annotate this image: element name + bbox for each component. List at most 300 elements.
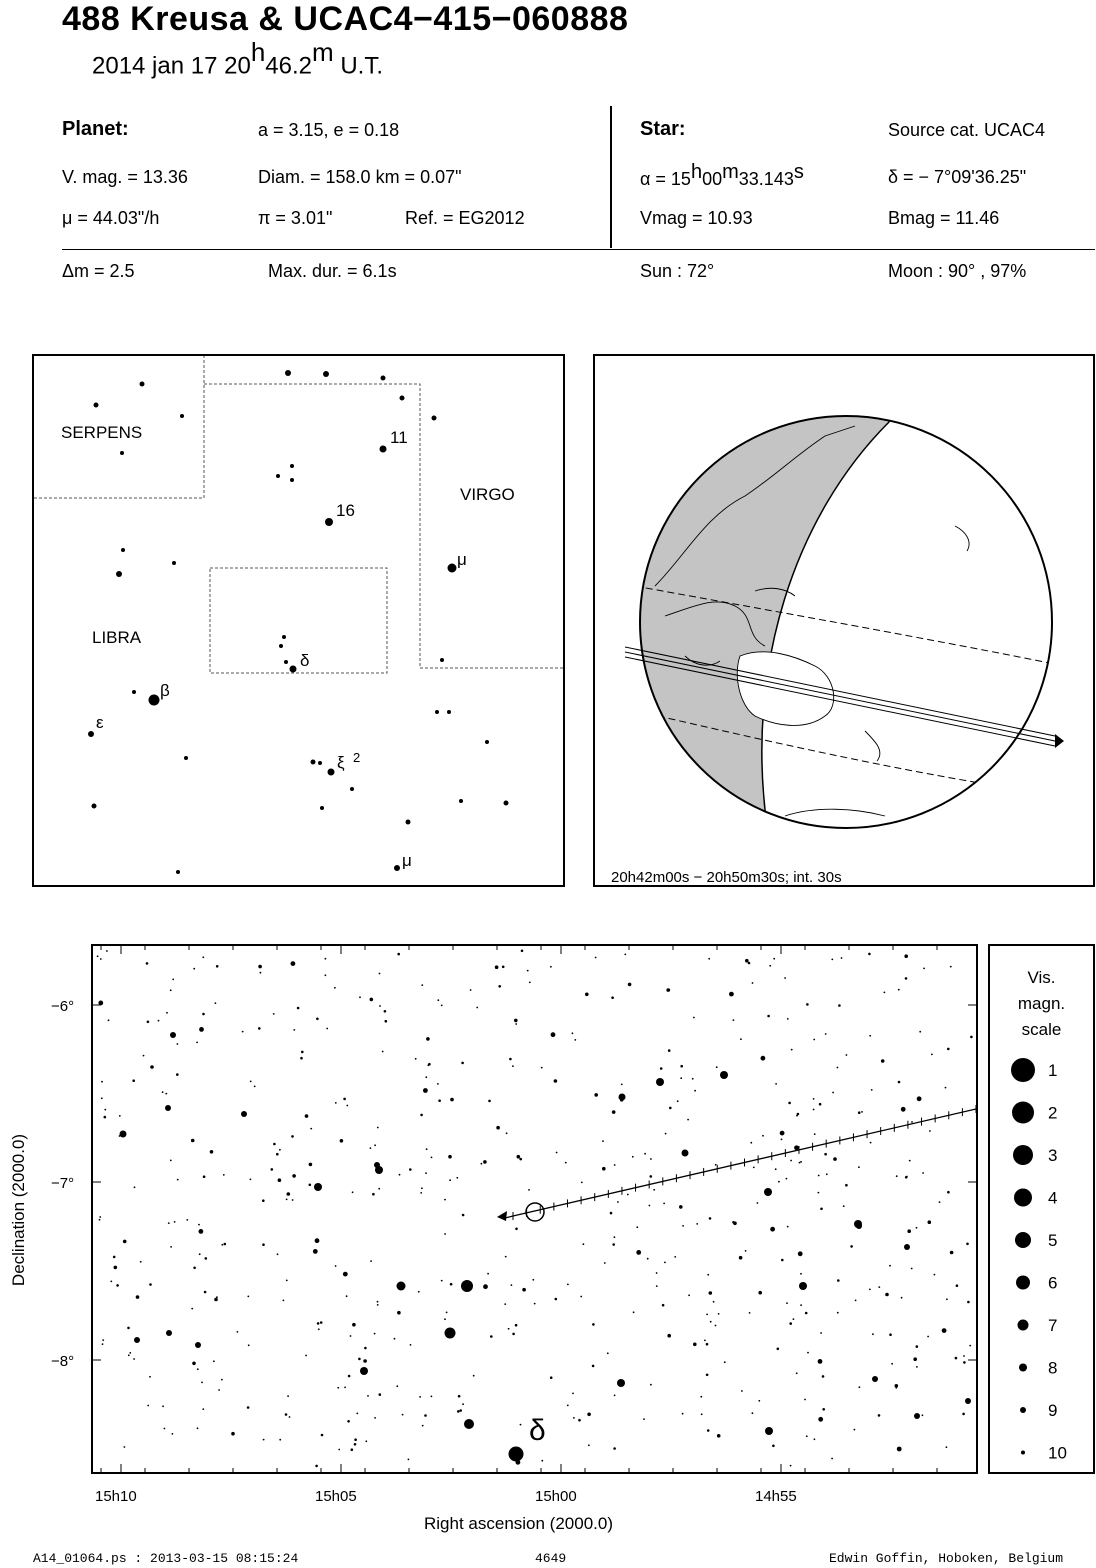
- field-star: [916, 1366, 918, 1368]
- info-divider: [610, 106, 612, 248]
- legend-dot-mag-1: [1011, 1058, 1035, 1082]
- field-star: [170, 989, 172, 991]
- field-star: [636, 1250, 641, 1255]
- legend-dot-mag-8: [1019, 1364, 1027, 1372]
- field-star: [374, 1144, 376, 1146]
- legend-svg: [990, 946, 1093, 1472]
- field-star: [348, 1375, 351, 1378]
- field-star: [444, 1199, 446, 1201]
- finder-star: [406, 820, 411, 825]
- finder-star: [184, 756, 188, 760]
- field-star: [377, 1301, 379, 1303]
- field-star: [461, 1062, 464, 1065]
- field-star: [818, 1359, 823, 1364]
- field-star: [446, 1312, 448, 1314]
- field-star: [632, 1156, 634, 1158]
- finder-chart-svg: [34, 356, 563, 885]
- field-star: [947, 1048, 950, 1051]
- finder-chart: [32, 354, 565, 887]
- legend-label-mag-2: 2: [1048, 1103, 1058, 1123]
- field-star: [396, 1385, 398, 1387]
- planet-vmag: V. mag. = 13.36: [62, 167, 188, 187]
- field-star: [318, 1328, 320, 1330]
- field-star: [520, 1424, 522, 1426]
- field-star: [602, 1140, 604, 1142]
- x-tick-15h05: 15h05: [315, 1488, 357, 1505]
- field-star: [858, 1111, 861, 1114]
- field-star: [476, 1007, 478, 1009]
- field-star: [99, 1216, 101, 1218]
- field-star: [707, 1429, 710, 1432]
- field-star: [346, 1105, 348, 1107]
- field-star: [215, 1002, 217, 1004]
- legend-dot-mag-3: [1013, 1145, 1033, 1165]
- field-star: [358, 1358, 361, 1361]
- field-star: [850, 1245, 853, 1248]
- field-star: [221, 1379, 223, 1381]
- field-star: [421, 984, 423, 986]
- field-star: [114, 1266, 118, 1270]
- constellation-libra: LIBRA: [92, 628, 142, 647]
- field-star: [101, 1081, 103, 1083]
- field-star: [377, 1304, 379, 1306]
- finder-star: [180, 414, 184, 418]
- field-star: [457, 1410, 460, 1413]
- field-star: [962, 1413, 965, 1416]
- field-star: [939, 1201, 941, 1203]
- star-label-delta: δ: [300, 651, 310, 670]
- field-star: [909, 1160, 911, 1162]
- field-star: [384, 1010, 387, 1013]
- field-star: [242, 1031, 244, 1033]
- field-star: [871, 1089, 873, 1091]
- event-datetime: [92, 37, 384, 80]
- field-star: [216, 965, 219, 968]
- field-star: [250, 1179, 252, 1181]
- field-star: [718, 1313, 720, 1315]
- field-star: [891, 1363, 893, 1365]
- field-star: [487, 1273, 489, 1275]
- legend-title-scale: scale: [1021, 1020, 1062, 1039]
- field-star: [806, 1435, 808, 1437]
- field-star: [397, 953, 400, 956]
- field-star: [624, 954, 626, 956]
- field-star: [409, 1168, 412, 1171]
- planet-motion: μ = 44.03"/h: [62, 208, 160, 228]
- finder-star: [323, 371, 329, 377]
- bright-star: [618, 1380, 624, 1386]
- field-star: [709, 1217, 712, 1220]
- field-star: [110, 1281, 112, 1283]
- footer-file: A14_01064.ps : 2013-03-15 08:15:24: [33, 1551, 299, 1566]
- field-star: [519, 1158, 522, 1161]
- field-star: [729, 992, 734, 997]
- legend-label-mag-1: 1: [1048, 1061, 1058, 1080]
- field-star: [423, 1088, 428, 1093]
- field-star: [286, 1199, 288, 1201]
- virgo-boundary: [204, 384, 563, 668]
- field-star: [567, 1405, 569, 1407]
- field-star: [99, 1219, 101, 1221]
- field-star: [679, 1205, 683, 1209]
- field-star: [818, 1175, 820, 1177]
- field-star: [119, 1115, 121, 1117]
- field-star: [202, 956, 204, 958]
- field-star: [305, 1355, 307, 1357]
- field-star: [947, 1191, 950, 1194]
- field-star: [444, 1233, 446, 1235]
- finder-star: [285, 370, 291, 376]
- field-star: [317, 1322, 320, 1325]
- field-star: [813, 1109, 815, 1111]
- field-star: [644, 1153, 646, 1155]
- field-star: [201, 1382, 203, 1384]
- field-star: [574, 1039, 576, 1041]
- field-star: [621, 1084, 623, 1086]
- field-star: [124, 1446, 126, 1448]
- footer-author: Edwin Goffin, Hoboken, Belgium: [829, 1551, 1064, 1566]
- field-star: [196, 1042, 198, 1044]
- field-star: [885, 1293, 889, 1297]
- field-star: [859, 1386, 861, 1388]
- field-star: [663, 1203, 665, 1205]
- finder-star: [448, 564, 457, 573]
- finder-star: [172, 561, 176, 565]
- field-star: [147, 1405, 149, 1407]
- field-star: [555, 1298, 558, 1301]
- field-star: [762, 1135, 764, 1137]
- field-star: [588, 1444, 590, 1446]
- finder-star: [435, 710, 439, 714]
- field-star: [379, 973, 381, 975]
- globe-svg: [595, 356, 1093, 885]
- field-star: [650, 1175, 653, 1178]
- field-star: [394, 1338, 396, 1340]
- field-star: [260, 972, 262, 974]
- legend-dot-mag-6: [1016, 1276, 1030, 1290]
- field-star: [761, 1056, 766, 1061]
- finder-star: [381, 376, 386, 381]
- asteroid-path-arrow: [497, 1211, 507, 1221]
- field-star: [617, 1201, 619, 1203]
- field-star: [483, 1160, 487, 1164]
- field-star: [664, 1262, 666, 1264]
- finder-star: [311, 760, 316, 765]
- field-star: [696, 1223, 698, 1225]
- field-star: [231, 1432, 235, 1436]
- magnitude-drop: Δm = 2.5: [62, 261, 135, 281]
- field-star: [784, 977, 786, 979]
- field-star: [931, 1054, 933, 1056]
- field-star: [470, 989, 472, 991]
- field-star: [611, 996, 614, 999]
- field-star: [518, 1461, 520, 1463]
- field-star: [128, 1354, 130, 1356]
- field-star: [818, 1417, 823, 1422]
- field-star: [942, 1328, 947, 1333]
- finder-star: [140, 382, 145, 387]
- field-star: [276, 1153, 279, 1156]
- finder-star: [116, 571, 122, 577]
- field-star: [694, 1090, 696, 1092]
- field-star: [669, 1107, 672, 1110]
- field-star: [786, 1302, 788, 1304]
- field-star: [285, 1413, 288, 1416]
- field-star: [517, 1155, 521, 1159]
- finder-star: [88, 731, 94, 737]
- star-label-16: 16: [336, 501, 355, 520]
- legend-label-mag-10: 10: [1048, 1443, 1067, 1463]
- field-star: [204, 1291, 207, 1294]
- field-star: [354, 1443, 357, 1446]
- field-star: [594, 1093, 598, 1097]
- field-star: [370, 998, 374, 1002]
- field-star: [177, 1179, 179, 1181]
- legend-label-mag-6: 6: [1048, 1273, 1058, 1293]
- field-star: [896, 1175, 898, 1177]
- field-star: [704, 1340, 706, 1342]
- field-star: [498, 985, 501, 988]
- field-star: [370, 1147, 372, 1149]
- field-star: [172, 1433, 174, 1435]
- bright-star: [856, 1223, 862, 1229]
- star-right-ascension: [640, 161, 804, 190]
- field-star: [946, 1298, 948, 1300]
- field-star: [448, 1155, 452, 1159]
- field-star: [680, 1065, 683, 1068]
- finder-star: [92, 804, 97, 809]
- field-star: [279, 1149, 281, 1151]
- ra-minute-unit: m: [722, 161, 739, 183]
- bright-star: [914, 1413, 920, 1419]
- field-star: [320, 1321, 323, 1324]
- field-star: [441, 1280, 443, 1282]
- field-star: [581, 1182, 583, 1184]
- field-star: [512, 1333, 515, 1336]
- finder-star: [504, 801, 509, 806]
- field-star: [872, 1333, 874, 1335]
- field-star: [488, 1100, 491, 1103]
- bright-star: [682, 1150, 689, 1157]
- field-star: [372, 1193, 375, 1196]
- field-star: [382, 1051, 384, 1053]
- field-star: [780, 1131, 785, 1136]
- field-star: [106, 950, 108, 952]
- planet-label: Planet:: [62, 118, 129, 140]
- field-star: [101, 1097, 103, 1099]
- field-star: [335, 1102, 337, 1104]
- bright-star: [464, 1419, 474, 1429]
- finder-star: [440, 658, 444, 662]
- field-star: [837, 1279, 840, 1282]
- field-star: [198, 1224, 200, 1226]
- field-star: [310, 1128, 312, 1130]
- field-star: [271, 1168, 274, 1171]
- hour-unit: h: [250, 37, 266, 67]
- field-star: [292, 1199, 294, 1201]
- ut-label: U.T.: [333, 52, 384, 80]
- field-star: [583, 1243, 585, 1245]
- field-star: [289, 1416, 291, 1418]
- field-star: [832, 1092, 834, 1094]
- field-star: [431, 1396, 433, 1398]
- field-star: [602, 1167, 606, 1171]
- field-star: [788, 1102, 791, 1105]
- ra-minutes: 00: [702, 169, 723, 189]
- legend-title-magn: magn.: [1017, 994, 1066, 1013]
- field-star: [578, 1419, 581, 1422]
- field-star: [199, 1229, 204, 1234]
- field-star: [326, 1028, 328, 1030]
- field-star: [607, 1352, 609, 1354]
- field-star: [431, 1157, 433, 1159]
- star-label: Star:: [640, 118, 686, 140]
- main-star-chart: [91, 944, 978, 1474]
- field-star: [770, 1227, 775, 1232]
- star-label-xi: ξ: [337, 753, 345, 772]
- field-star: [650, 1384, 652, 1386]
- field-star: [846, 1054, 848, 1056]
- field-star: [916, 1345, 919, 1348]
- bright-star: [195, 1342, 201, 1348]
- bright-star: [170, 1032, 176, 1038]
- star-vmag: Vmag = 10.93: [640, 208, 753, 228]
- field-star: [426, 1148, 428, 1150]
- field-star: [343, 1098, 346, 1101]
- field-star: [913, 1357, 917, 1361]
- field-star: [419, 1396, 421, 1398]
- field-star: [397, 1311, 401, 1315]
- minute-value: 46.2: [265, 52, 312, 80]
- field-star: [335, 1265, 337, 1267]
- field-star: [769, 965, 771, 967]
- field-star: [715, 1164, 717, 1166]
- field-star: [969, 1345, 971, 1347]
- field-star: [334, 987, 336, 989]
- field-star: [532, 1279, 534, 1281]
- bright-star: [619, 1094, 626, 1101]
- field-star: [701, 1413, 703, 1415]
- legend-label-mag-7: 7: [1048, 1316, 1058, 1335]
- field-star: [889, 1265, 891, 1267]
- moon-info: Moon : 90° , 97%: [888, 261, 1027, 281]
- field-star: [462, 1214, 465, 1217]
- field-star: [218, 1389, 220, 1391]
- field-star: [895, 1387, 897, 1389]
- field-star: [273, 1143, 276, 1146]
- field-star: [509, 1058, 512, 1061]
- field-star: [504, 1303, 506, 1305]
- field-star: [753, 1167, 755, 1169]
- field-star: [733, 1019, 735, 1021]
- legend-dot-mag-10: [1021, 1451, 1025, 1455]
- field-star: [838, 1004, 841, 1007]
- field-star: [682, 1413, 684, 1415]
- field-star: [724, 1361, 726, 1363]
- sun-elongation: Sun : 72°: [640, 261, 715, 281]
- finder-star: [394, 865, 400, 871]
- field-star: [922, 1172, 924, 1174]
- field-star: [854, 1429, 856, 1431]
- field-star: [822, 1375, 825, 1378]
- field-star: [554, 1079, 558, 1083]
- field-star: [458, 1395, 461, 1398]
- field-star: [402, 1414, 404, 1416]
- field-star: [556, 1152, 558, 1154]
- field-star: [693, 1343, 697, 1347]
- field-star: [778, 1181, 780, 1183]
- field-star: [767, 1015, 770, 1018]
- field-star: [907, 1229, 911, 1233]
- bright-star: [165, 1105, 171, 1111]
- field-star: [709, 1291, 713, 1295]
- field-star: [550, 966, 552, 968]
- field-star: [287, 1395, 289, 1397]
- field-star: [706, 1314, 708, 1316]
- field-star: [508, 1328, 510, 1330]
- footer-number: 4649: [535, 1551, 567, 1566]
- legend-dot-mag-9: [1020, 1407, 1026, 1413]
- field-star: [790, 1465, 792, 1467]
- field-star: [347, 1420, 350, 1423]
- field-star: [741, 1390, 743, 1392]
- field-star: [787, 1018, 789, 1020]
- field-star: [814, 1133, 816, 1135]
- field-star: [309, 1163, 313, 1167]
- field-star: [424, 1414, 427, 1417]
- field-star: [889, 1333, 892, 1336]
- field-star: [668, 1049, 671, 1052]
- field-star: [214, 1298, 218, 1302]
- field-star: [172, 979, 174, 981]
- field-star: [667, 1334, 671, 1338]
- bright-star: [799, 1282, 807, 1290]
- field-star: [444, 1318, 446, 1320]
- field-star: [490, 1335, 493, 1338]
- field-star: [963, 1361, 966, 1364]
- field-star: [858, 1166, 860, 1168]
- field-star: [506, 1132, 508, 1134]
- field-star: [820, 1208, 823, 1211]
- field-star: [919, 1031, 921, 1033]
- field-star: [680, 1077, 682, 1079]
- field-star: [197, 1427, 199, 1429]
- field-star: [790, 1160, 792, 1162]
- field-star: [340, 1139, 344, 1143]
- x-axis-label: Right ascension (2000.0): [424, 1514, 614, 1533]
- planet-diameter: Diam. = 158.0 km = 0.07": [258, 167, 462, 187]
- field-star: [422, 1425, 424, 1427]
- field-star: [258, 1027, 261, 1030]
- field-star: [437, 1083, 439, 1085]
- finder-star: [176, 870, 180, 874]
- field-star: [682, 1225, 684, 1227]
- field-star: [213, 1360, 215, 1362]
- field-star: [950, 1251, 954, 1255]
- field-star: [592, 1323, 595, 1326]
- x-tick-15h10: 15h10: [95, 1488, 137, 1505]
- field-star: [247, 1296, 249, 1298]
- field-star: [223, 1174, 225, 1176]
- field-star: [841, 957, 843, 959]
- field-star: [123, 1240, 127, 1244]
- field-star: [420, 1114, 423, 1117]
- field-star: [511, 1284, 513, 1286]
- field-star: [706, 1374, 709, 1377]
- field-star: [278, 1178, 282, 1182]
- constellation-virgo: VIRGO: [460, 485, 515, 504]
- field-star: [325, 974, 327, 976]
